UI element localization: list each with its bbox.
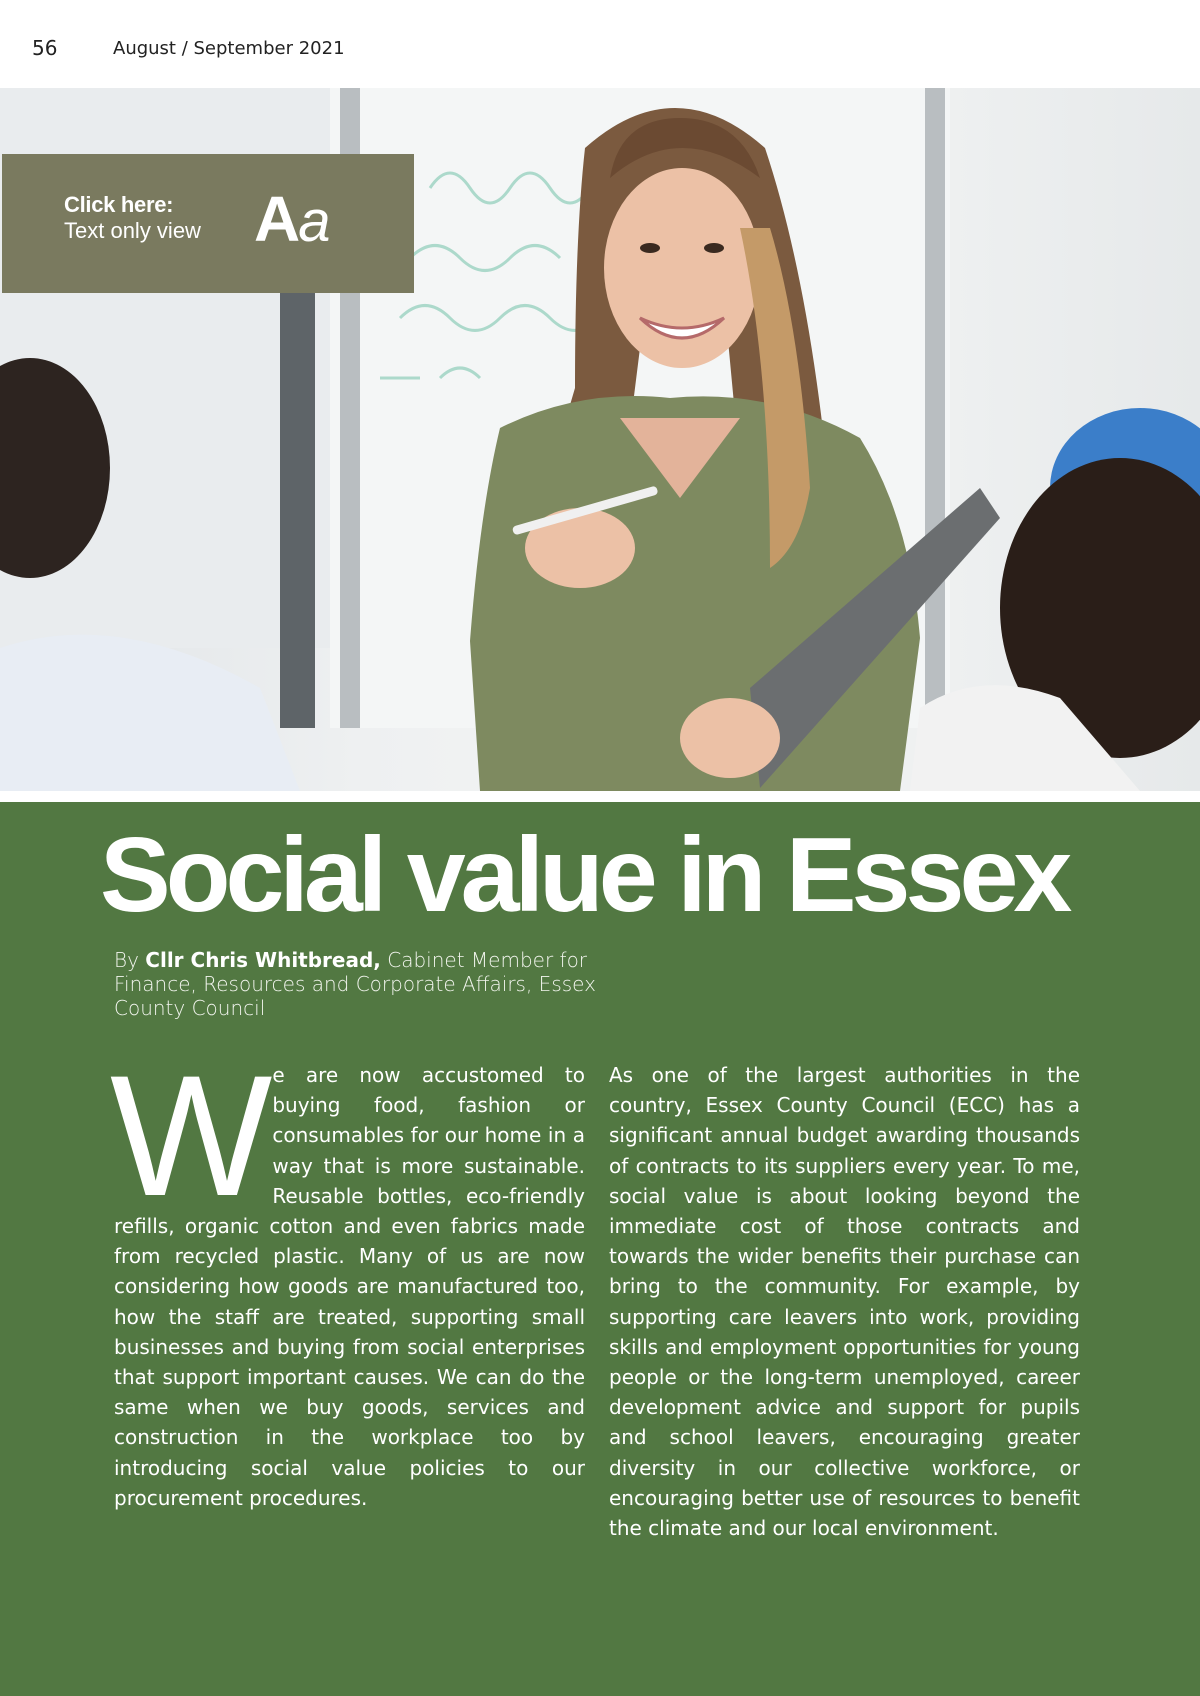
- issue-date: August / September 2021: [113, 38, 345, 59]
- byline-role: Cabinet Member for Finance, Resources and Corporate Affairs, Essex County Council: [114, 948, 596, 1020]
- column-left-text: e are now accustomed to buying food, fashion or consumables for our home in a way that is more sustainable. Reusable bottles, eco-friendly refills, organic cotton and even fabrics made from recycled plastic. Many of us are now considering how goods are manufactured too, how the staff are treated, supporting small businesses and buying from social enterprises that support important causes. We can do the same when we buy goods, services and construction in the workplace too by introducing social value policies to our procurement procedures.: [114, 1063, 585, 1510]
- drop-cap: W: [110, 1040, 265, 1232]
- byline-prefix: By: [114, 948, 146, 972]
- page-number: 56: [32, 36, 58, 60]
- byline: [114, 948, 614, 1020]
- font-icon-small-letter: a: [298, 189, 331, 254]
- article-column-right: [609, 1060, 1080, 1543]
- article-panel: [0, 802, 1200, 1696]
- text-only-view-button[interactable]: [2, 154, 414, 293]
- article-column-left: [110, 1040, 585, 1513]
- article-title: Social value in Essex: [100, 816, 1068, 934]
- page-header: [0, 0, 1200, 88]
- font-icon-big-letter: A: [254, 183, 299, 255]
- column-right-text: As one of the largest authorities in the country, Essex County Council (ECC) has a significant annual budget awarding thousands of contracts to its suppliers every year. To me, social value is about looking beyond the immediate cost of those contracts and towards the wider benefits their purchase can bring to the community. For example, by supporting care leavers into work, providing skills and employment opportunities for young people or the long-term unemployed, career development advice and support for pupils and school leavers, encouraging greater diversity in our collective workforce, or encouraging better use of resources to benefit the climate and our local environment.: [609, 1063, 1080, 1541]
- hero-photo: [0, 88, 1200, 791]
- font-size-icon: [254, 182, 330, 256]
- byline-author: Cllr Chris Whitbread,: [145, 948, 381, 972]
- click-here-label: Click here:: [64, 192, 174, 217]
- text-only-view-label: Text only view: [64, 218, 201, 243]
